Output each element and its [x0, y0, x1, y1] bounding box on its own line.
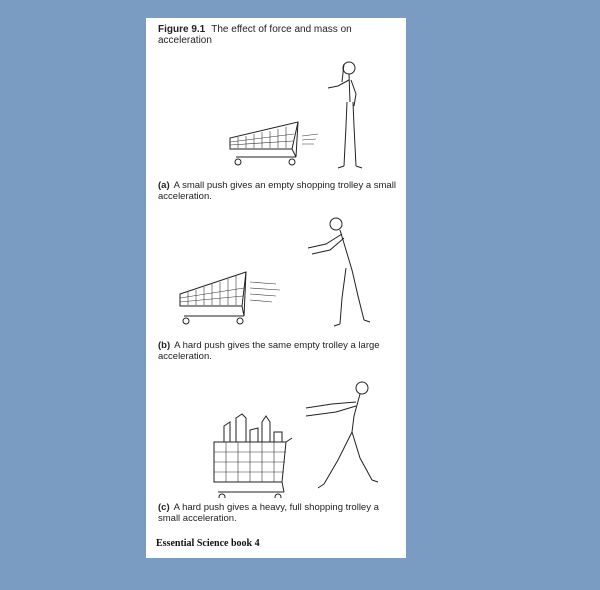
- panel-c-tag: (c): [158, 502, 170, 513]
- motion-lines-small: [302, 134, 318, 144]
- person-pushing-hard: [308, 218, 370, 326]
- person-standing: [328, 62, 362, 168]
- figure-label: Figure 9.1: [158, 24, 206, 35]
- person-pushing-full-trolley: [306, 382, 378, 488]
- panel-b-tag: (b): [158, 340, 171, 351]
- book-footer: Essential Science book 4: [156, 538, 260, 549]
- panel-a-text: A small push gives an empty shopping trolley a small acceleration.: [158, 180, 396, 202]
- panel-a-illustration: [146, 54, 406, 176]
- figure-title: The effect of force and mass on acceleration: [158, 24, 352, 46]
- empty-trolley: [180, 272, 246, 324]
- panel-c-text: A hard push gives a heavy, full shopping trolley a small acceleration.: [158, 502, 379, 524]
- panel-b-caption: [158, 340, 403, 362]
- panel-a-caption: [158, 180, 403, 202]
- panel-b-illustration: [146, 210, 406, 336]
- full-trolley: [214, 414, 292, 498]
- panel-c-illustration: [146, 376, 406, 498]
- panel-a-tag: (a): [158, 180, 170, 191]
- figure-page: [146, 18, 406, 558]
- motion-lines-large: [250, 282, 280, 302]
- figure-header: [158, 24, 398, 46]
- panel-c-caption: [158, 502, 403, 524]
- panel-b-text: A hard push gives the same empty trolley a large acceleration.: [158, 340, 380, 362]
- empty-trolley: [230, 122, 298, 165]
